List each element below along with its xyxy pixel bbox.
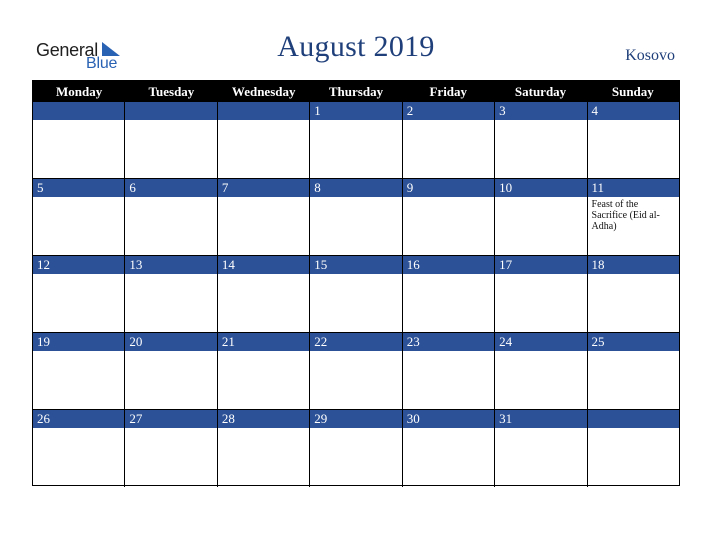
- day-cell[interactable]: [125, 410, 217, 487]
- day-cell[interactable]: [125, 256, 217, 333]
- day-cell[interactable]: [218, 256, 310, 333]
- day-number: 30: [403, 410, 494, 428]
- week-row: [33, 333, 679, 410]
- day-number: 27: [125, 410, 216, 428]
- day-cell[interactable]: [495, 102, 587, 179]
- week-row: [33, 179, 679, 256]
- week-divider: [33, 178, 679, 179]
- day-cell[interactable]: [33, 256, 125, 333]
- day-cell[interactable]: [403, 333, 495, 410]
- day-cell[interactable]: [310, 333, 402, 410]
- day-number: 3: [495, 102, 586, 120]
- day-cell[interactable]: [588, 410, 679, 487]
- day-number: 4: [588, 102, 679, 120]
- day-number: [125, 102, 216, 120]
- day-cell[interactable]: [495, 333, 587, 410]
- page-title: August 2019: [277, 30, 435, 63]
- logo-word-general: General: [36, 40, 98, 60]
- day-number: 7: [218, 179, 309, 197]
- day-number: 31: [495, 410, 586, 428]
- day-cell[interactable]: [218, 102, 310, 179]
- day-number: 26: [33, 410, 124, 428]
- holiday-label: Feast of the Sacrifice (Eid al-Adha): [591, 199, 660, 232]
- day-number: 12: [33, 256, 124, 274]
- day-number: 17: [495, 256, 586, 274]
- week-divider: [33, 409, 679, 410]
- day-number: 16: [403, 256, 494, 274]
- day-number: 20: [125, 333, 216, 351]
- logo-word-blue: Blue: [86, 55, 118, 72]
- day-number: 10: [495, 179, 586, 197]
- day-cell[interactable]: [33, 179, 125, 256]
- day-number: 11: [588, 179, 679, 197]
- week-row: [33, 256, 679, 333]
- week-divider: [33, 332, 679, 333]
- calendar-grid: [32, 80, 680, 486]
- day-cell[interactable]: [125, 102, 217, 179]
- day-number: 2: [403, 102, 494, 120]
- day-number: 25: [588, 333, 679, 351]
- day-cell[interactable]: [125, 333, 217, 410]
- day-number: [33, 102, 124, 120]
- day-cell[interactable]: [403, 410, 495, 487]
- weekday-friday: Friday: [429, 84, 468, 99]
- day-cell[interactable]: [33, 102, 125, 179]
- day-cell[interactable]: [218, 333, 310, 410]
- day-number: 18: [588, 256, 679, 274]
- weekday-monday: Monday: [56, 84, 103, 99]
- day-cell[interactable]: [310, 179, 402, 256]
- day-cell[interactable]: [495, 256, 587, 333]
- day-number: 13: [125, 256, 216, 274]
- weekday-thursday: Thursday: [328, 84, 384, 99]
- day-cell[interactable]: [33, 410, 125, 487]
- day-number: 6: [125, 179, 216, 197]
- day-cell[interactable]: [495, 410, 587, 487]
- weekday-saturday: Saturday: [514, 84, 567, 99]
- weekday-sunday: Sunday: [611, 84, 654, 99]
- day-cell[interactable]: [125, 179, 217, 256]
- day-number: 15: [310, 256, 401, 274]
- day-cell[interactable]: [33, 333, 125, 410]
- day-cell[interactable]: [403, 102, 495, 179]
- day-number: 22: [310, 333, 401, 351]
- day-number: [218, 102, 309, 120]
- day-number: [588, 410, 679, 428]
- day-cell[interactable]: [495, 179, 587, 256]
- day-cell[interactable]: [218, 410, 310, 487]
- day-number: 1: [310, 102, 401, 120]
- day-number: 23: [403, 333, 494, 351]
- day-number: 9: [403, 179, 494, 197]
- day-cell[interactable]: [588, 179, 679, 256]
- day-number: 19: [33, 333, 124, 351]
- weekday-wednesday: Wednesday: [231, 84, 296, 99]
- day-cell[interactable]: [310, 256, 402, 333]
- weekday-tuesday: Tuesday: [148, 84, 195, 99]
- day-number: 5: [33, 179, 124, 197]
- weekday-header-row: [33, 81, 679, 102]
- day-cell[interactable]: [218, 179, 310, 256]
- day-number: 24: [495, 333, 586, 351]
- day-cell[interactable]: [310, 410, 402, 487]
- week-row: [33, 102, 679, 179]
- day-cell[interactable]: [403, 179, 495, 256]
- day-number: 21: [218, 333, 309, 351]
- day-number: 28: [218, 410, 309, 428]
- day-number: 14: [218, 256, 309, 274]
- day-cell[interactable]: [588, 333, 679, 410]
- day-number: 8: [310, 179, 401, 197]
- day-cell[interactable]: [588, 102, 679, 179]
- day-cell[interactable]: [310, 102, 402, 179]
- day-number: 29: [310, 410, 401, 428]
- day-cell[interactable]: [403, 256, 495, 333]
- week-divider: [33, 255, 679, 256]
- week-row: [33, 410, 679, 487]
- day-cell[interactable]: [588, 256, 679, 333]
- country-label: Kosovo: [625, 47, 675, 64]
